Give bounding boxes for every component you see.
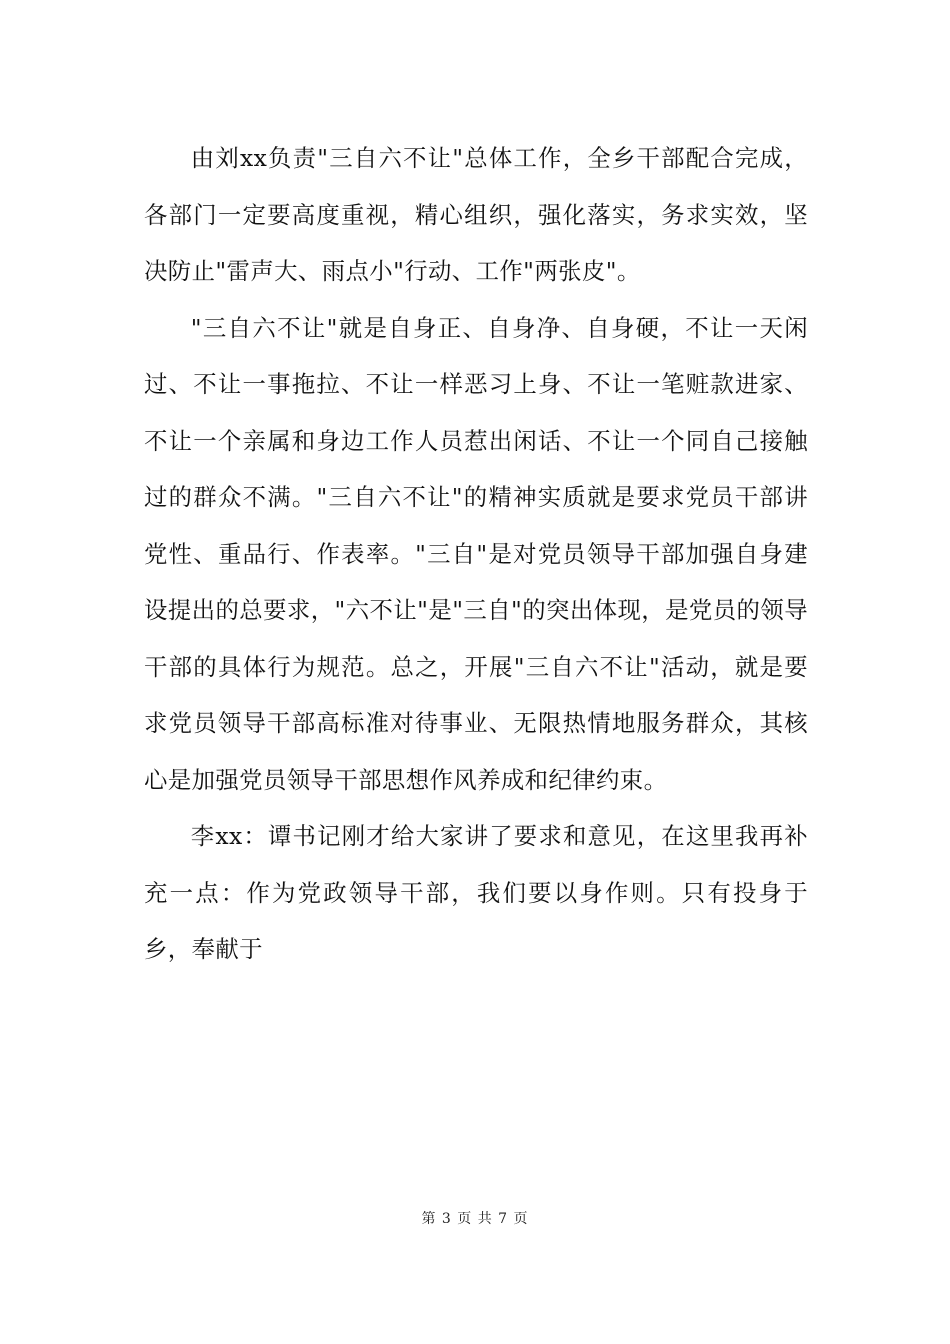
page-footer: 第 3 页 共 7 页 — [421, 1211, 529, 1227]
document-body — [144, 130, 808, 978]
paragraph-2: "三自六不让"就是自身正、自身净、自身硬，不让一天闲过、不让一事拖拉、不让一样恶习上身、不让一笔赃款进家、不让一个亲属和身边工作人员惹出闲话、不让一个同自己接触过的群众不满。"三自六不让"的精神实质就是要求党员干部讲党性、重品行、作表率。"三自"是对党员领导干部加强自身建设提出的总要求，"六不让"是"三自"的突出体现，是党员的领导干部的具体行为规范。总之，开展"三自六不让"活动，就是要求党员领导干部高标准对待事业、无限热情地服务群众，其核心是加强党员领导干部思想作风养成和纪律约束。 — [144, 313, 808, 794]
paragraph-3: 李xx：谭书记刚才给大家讲了要求和意见，在这里我再补充一点：作为党政领导干部，我们要以身作则。只有投身于乡，奉献于 — [144, 822, 808, 963]
paragraph-1: 由刘xx负责"三自六不让"总体工作，全乡干部配合完成，各部门一定要高度重视，精心组织，强化落实，务求实效，坚决防止"雷声大、雨点小"行动、工作"两张皮"。 — [144, 144, 808, 285]
